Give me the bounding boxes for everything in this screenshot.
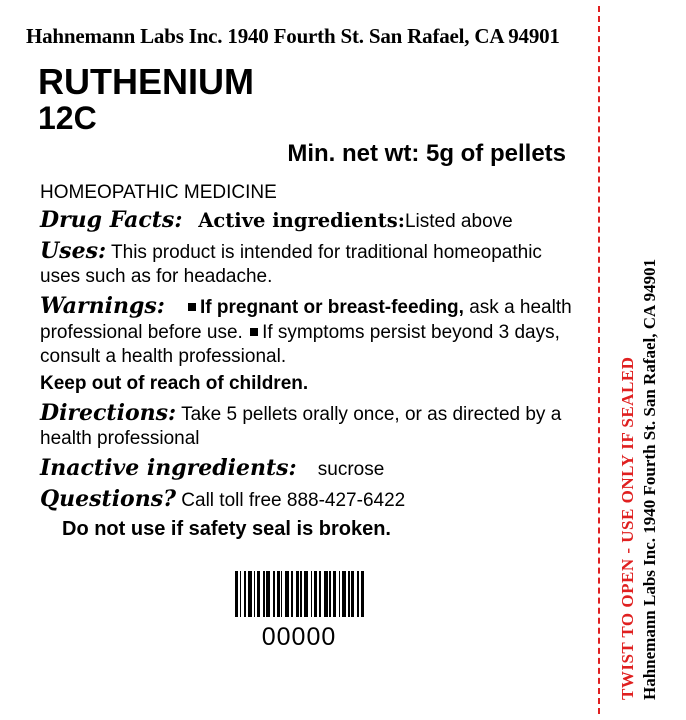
uses-text: This product is intended for traditional homeopathic uses such as for headache. (40, 241, 542, 288)
drug-facts-row (40, 206, 574, 235)
bullet-square-icon (188, 303, 196, 311)
directions-row (40, 399, 574, 452)
inactive-value: sucrose (317, 459, 385, 481)
questions-heading: Questions? (40, 485, 177, 512)
medicine-category: HOMEOPATHIC MEDICINE (40, 181, 277, 203)
active-ingredients-value: Listed above (404, 210, 513, 232)
directions-heading: Directions: (40, 399, 177, 426)
drug-facts-heading: Drug Facts: (40, 206, 183, 233)
safety-seal-text: Do not use if safety seal is broken. (62, 517, 391, 540)
questions-text: Call toll free 888-427-6422 (181, 489, 406, 511)
bullet-square-icon-2 (250, 328, 258, 336)
warning-symptoms: If symptoms persist beyond 3 days, consult a health professional. (40, 321, 560, 368)
manufacturer-address: Hahnemann Labs Inc. 1940 Fourth St. San Rafael, CA 94901 (26, 24, 560, 48)
barcode-area (18, 558, 580, 652)
inactive-row (40, 454, 574, 483)
inactive-heading: Inactive ingredients: (40, 455, 297, 482)
warning-pregnancy-cont: ask a health professional before use. (40, 297, 572, 343)
uses-heading: Uses: (40, 237, 107, 264)
barcode-image (235, 571, 364, 617)
active-ingredients-label: Active ingredients: (198, 208, 405, 232)
questions-row (40, 485, 574, 514)
strip-twist-to-open: TWIST TO OPEN - USE ONLY IF SEALED (618, 356, 637, 700)
warnings-row (40, 292, 574, 370)
strip-address: Hahnemann Labs Inc. 1940 Fourth St. San Rafael, CA 94901 (640, 258, 659, 700)
product-name: RUTHENIUM (38, 61, 254, 102)
uses-row (40, 237, 574, 290)
barcode-number: 00000 (261, 623, 337, 651)
warnings-heading: Warnings: (40, 293, 165, 320)
net-weight: Min. net wt: 5g of pellets (287, 139, 566, 167)
tear-strip (592, 0, 686, 720)
strip-text-area (592, 0, 686, 720)
product-potency: 12C (38, 99, 97, 136)
drug-facts-block (40, 206, 574, 542)
warning-children: Keep out of reach of children. (40, 373, 309, 395)
label-main-panel (18, 10, 580, 710)
directions-text: Take 5 pellets orally once, or as directed by a health professional (40, 403, 562, 450)
warning-pregnancy: If pregnant or breast-feeding, (200, 297, 464, 319)
